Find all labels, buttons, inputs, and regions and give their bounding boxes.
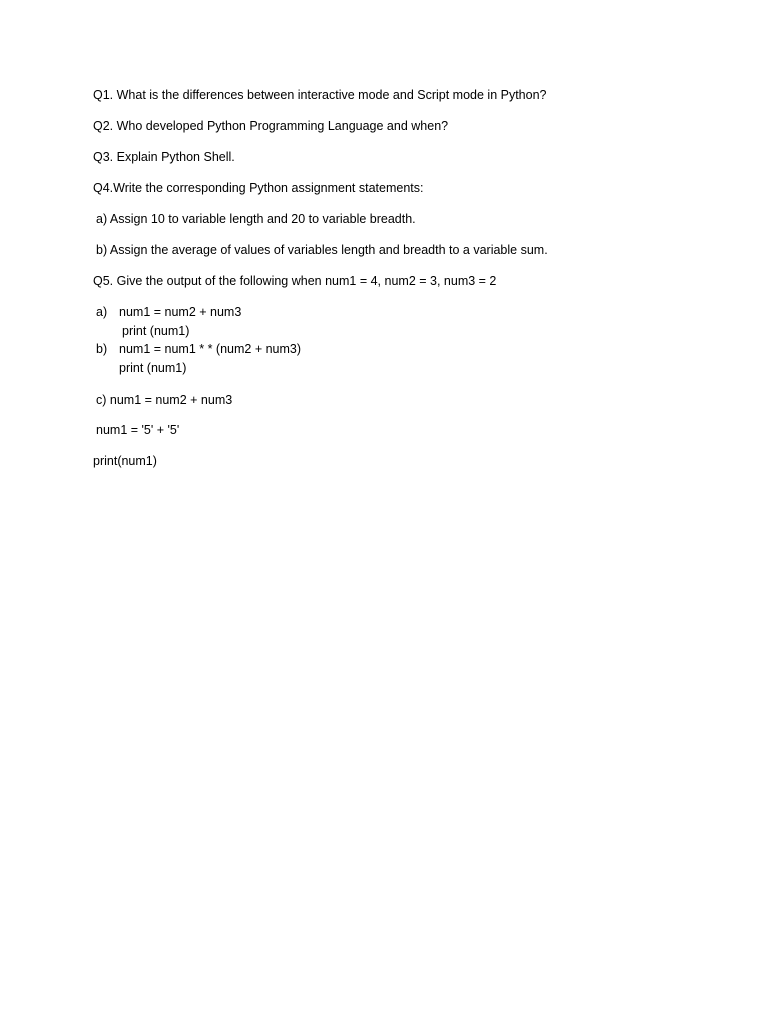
question-4-part-a: a) Assign 10 to variable length and 20 to variable breadth.	[96, 212, 416, 226]
question-5-item-c-code-line-2: num1 = '5' + '5'	[96, 423, 180, 437]
question-5-item-b-code-line-2: print (num1)	[119, 361, 187, 375]
question-5-item-a-code-line-2: print (num1)	[122, 324, 190, 338]
question-3: Q3. Explain Python Shell.	[93, 150, 235, 164]
question-5-item-b-code-line-1: num1 = num1 * * (num2 + num3)	[119, 342, 302, 356]
question-5-item-c-code-line-1: c) num1 = num2 + num3	[96, 393, 233, 407]
question-4-part-b: b) Assign the average of values of variables length and breadth to a variable sum.	[96, 243, 548, 257]
question-5-item-a-code-line-1: num1 = num2 + num3	[119, 305, 242, 319]
question-1: Q1. What is the differences between interactive mode and Script mode in Python?	[93, 88, 547, 102]
question-5-item-c-code-line-3: print(num1)	[93, 454, 157, 468]
question-2: Q2. Who developed Python Programming Language and when?	[93, 119, 449, 133]
question-5-item-a-marker: a)	[96, 305, 108, 319]
question-5: Q5. Give the output of the following when num1 = 4, num2 = 3, num3 = 2	[93, 274, 497, 288]
question-5-item-b-marker: b)	[96, 342, 108, 356]
question-4: Q4.Write the corresponding Python assignment statements:	[93, 181, 424, 195]
